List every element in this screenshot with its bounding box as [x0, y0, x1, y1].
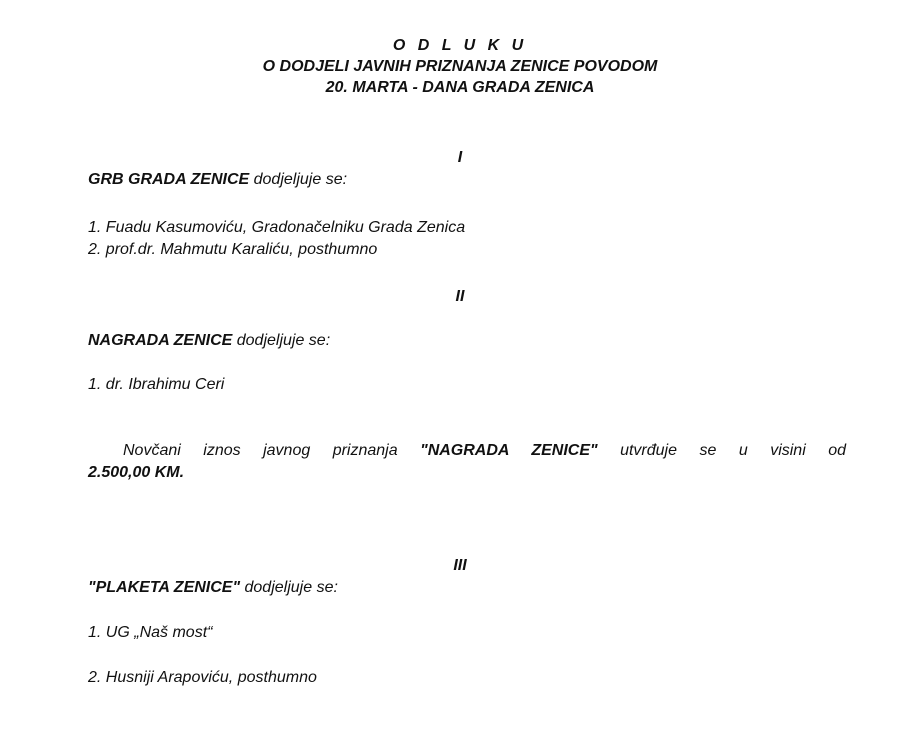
- section2-item-1: 1. dr. Ibrahimu Ceri: [88, 376, 225, 393]
- section1-heading: [88, 170, 347, 190]
- section3-heading: [88, 578, 338, 598]
- section1-item-2: 2. prof.dr. Mahmutu Karaliću, posthumno: [88, 241, 378, 258]
- section2-numeral: II: [455, 288, 465, 305]
- document-subtitle-line2: 20. MARTA - DANA GRADA ZENICA: [325, 79, 595, 96]
- section3-heading-rest: dodjeljuje se:: [240, 579, 338, 596]
- section1-heading-bold: GRB GRADA ZENICE: [88, 171, 250, 188]
- document-subtitle-line1: O DODJELI JAVNIH PRIZNANJA ZENICE POVODOM: [262, 58, 658, 75]
- section3-item-2: 2. Husniji Arapoviću, posthumno: [88, 669, 317, 686]
- amount-value: 2.500,00 KM.: [88, 464, 185, 481]
- document-title: O D L U K U: [392, 37, 528, 54]
- section1-heading-rest: dodjeljuje se:: [249, 171, 348, 188]
- amount-text-part2: utvrđuje se u visini od: [597, 442, 847, 459]
- section2-heading-rest: dodjeljuje se:: [232, 332, 331, 349]
- amount-award-name: "NAGRADA ZENICE": [420, 442, 598, 459]
- section1-item-1: 1. Fuadu Kasumoviću, Gradonačelniku Grada Zenica: [88, 219, 466, 236]
- section1-numeral: I: [457, 149, 463, 166]
- section3-numeral: III: [453, 557, 467, 574]
- section3-item-1: 1. UG „Naš most“: [88, 624, 213, 641]
- section3-heading-bold: "PLAKETA ZENICE": [88, 579, 241, 596]
- section2-heading: [88, 331, 330, 351]
- amount-text-part1: Novčani iznos javnog priznanja: [123, 442, 421, 459]
- section2-heading-bold: NAGRADA ZENICE: [88, 332, 233, 349]
- amount-paragraph-line1: [88, 441, 846, 461]
